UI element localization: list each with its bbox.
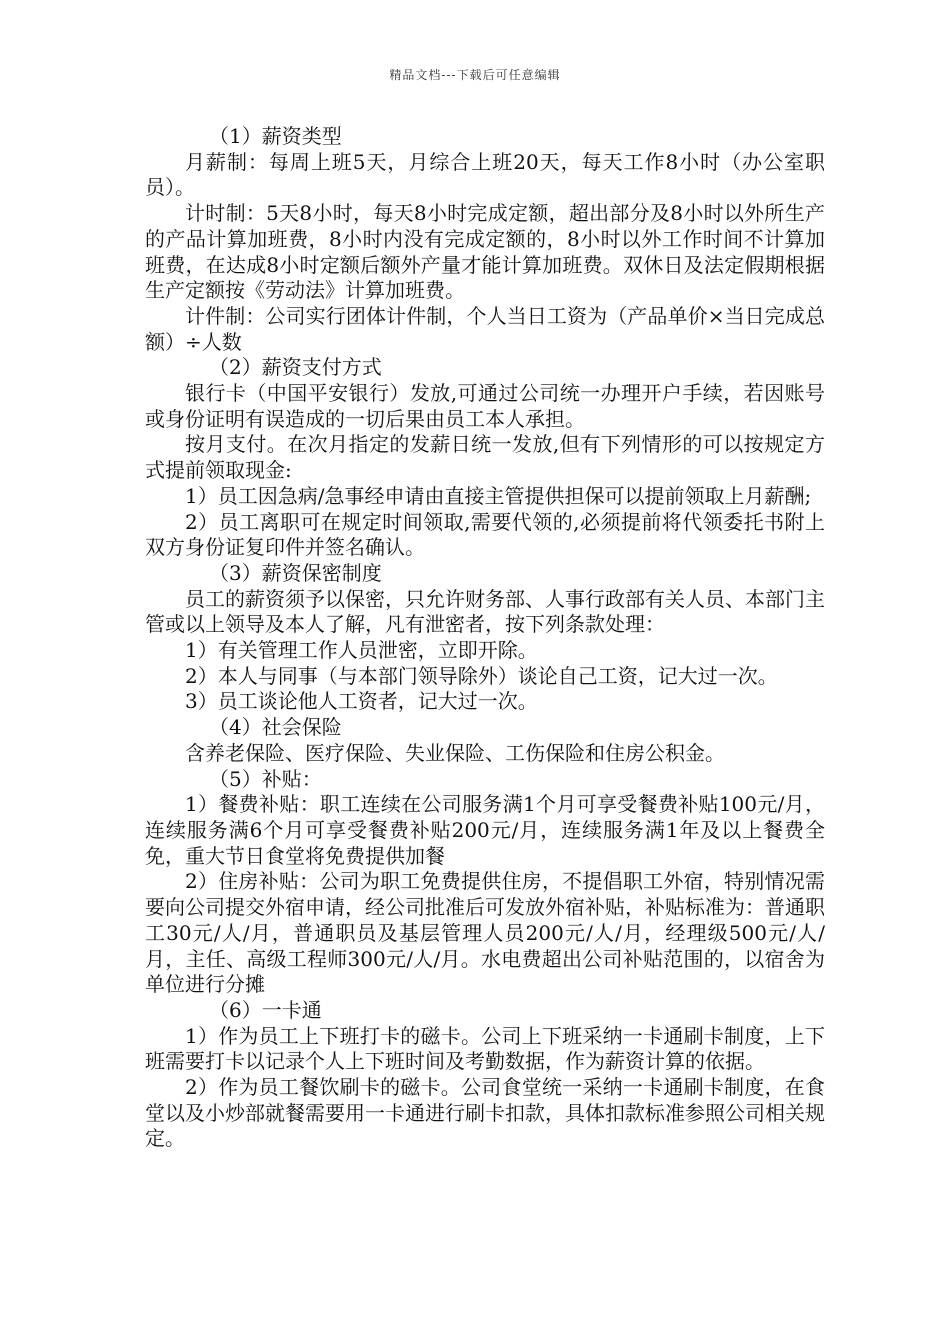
section-heading: （6）一卡通	[209, 997, 322, 1022]
paragraph: 1）有关管理工作人员泄密，立即开除。	[185, 638, 538, 663]
paragraph: 计件制：公司实行团体计件制，个人当日工资为（产品单价×当日完成总额）÷人数	[145, 303, 825, 354]
page-header: 精品文档---下载后可任意编辑	[389, 68, 561, 82]
section-heading: （3）薪资保密制度	[209, 560, 382, 585]
paragraph: 员工的薪资须予以保密，只允许财务部、人事行政部有关人员、本部门主管或以上领导及本人了解，凡有泄密者，按下列条款处理：	[145, 586, 825, 637]
paragraph: 计时制：5天8小时，每天8小时完成定额，超出部分及8小时以外所生产的产品计算加班费，8小时内没有完成定额的，8小时以外工作时间不计算加班费，在达成8小时定额后额外产量才能计算加班费。双休日及法定假期根据生产定额按《劳动法》计算加班费。	[145, 201, 825, 303]
paragraph: 3）员工谈论他人工资者，记大过一次。	[185, 689, 538, 714]
paragraph: 按月支付。在次月指定的发薪日统一发放,但有下列情形的可以按规定方式提前领取现金:	[145, 432, 825, 483]
paragraph: 2）住房补贴：公司为职工免费提供住房，不提倡职工外宿，特别情况需要向公司提交外宿申请，经公司批准后可发放外宿补贴，补贴标准为：普通职工30元/人/月，普通职员及基层管理人员200元/人/月，经理级500元/人/月，主任、高级工程师300元/人/月。水电费超出公司补贴范围的，以宿舍为单位进行分摊	[145, 869, 825, 997]
paragraph: 1）员工因急病/急事经申请由直接主管提供担保可以提前领取上月薪酬;	[185, 483, 812, 508]
document-body	[145, 124, 825, 1152]
paragraph: 银行卡（中国平安银行）发放,可通过公司统一办理开户手续，若因账号或身份证明有误造成的一切后果由员工本人承担。	[145, 381, 825, 431]
section-heading: （1）薪资类型	[209, 124, 342, 148]
section-heading: （4）社会保险	[209, 715, 342, 740]
paragraph: 1）作为员工上下班打卡的磁卡。公司上下班采纳一卡通刷卡制度，上下班需要打卡以记录个人上下班时间及考勤数据，作为薪资计算的依据。	[145, 1023, 825, 1074]
section-heading: （2）薪资支付方式	[209, 355, 382, 380]
paragraph: 月薪制：每周上班5天，月综合上班20天，每天工作8小时（办公室职员）。	[145, 149, 825, 200]
paragraph: 1）餐费补贴：职工连续在公司服务满1个月可享受餐费补贴100元/月，连续服务满6个月可享受餐费补贴200元/月，连续服务满1年及以上餐费全免，重大节日食堂将免费提供加餐	[145, 792, 825, 868]
paragraph: 2）员工离职可在规定时间领取,需要代领的,必须提前将代领委托书附上双方身份证复印件并签名确认。	[145, 509, 825, 560]
paragraph: 2）作为员工餐饮刷卡的磁卡。公司食堂统一采纳一卡通刷卡制度，在食堂以及小炒部就餐需要用一卡通进行刷卡扣款，具体扣款标准参照公司相关规定。	[145, 1075, 825, 1151]
section-heading: （5）补贴：	[209, 766, 322, 791]
paragraph: 含养老保险、医疗保险、失业保险、工伤保险和住房公积金。	[185, 740, 725, 765]
paragraph: 2）本人与同事（与本部门领导除外）谈论自己工资，记大过一次。	[185, 663, 778, 688]
